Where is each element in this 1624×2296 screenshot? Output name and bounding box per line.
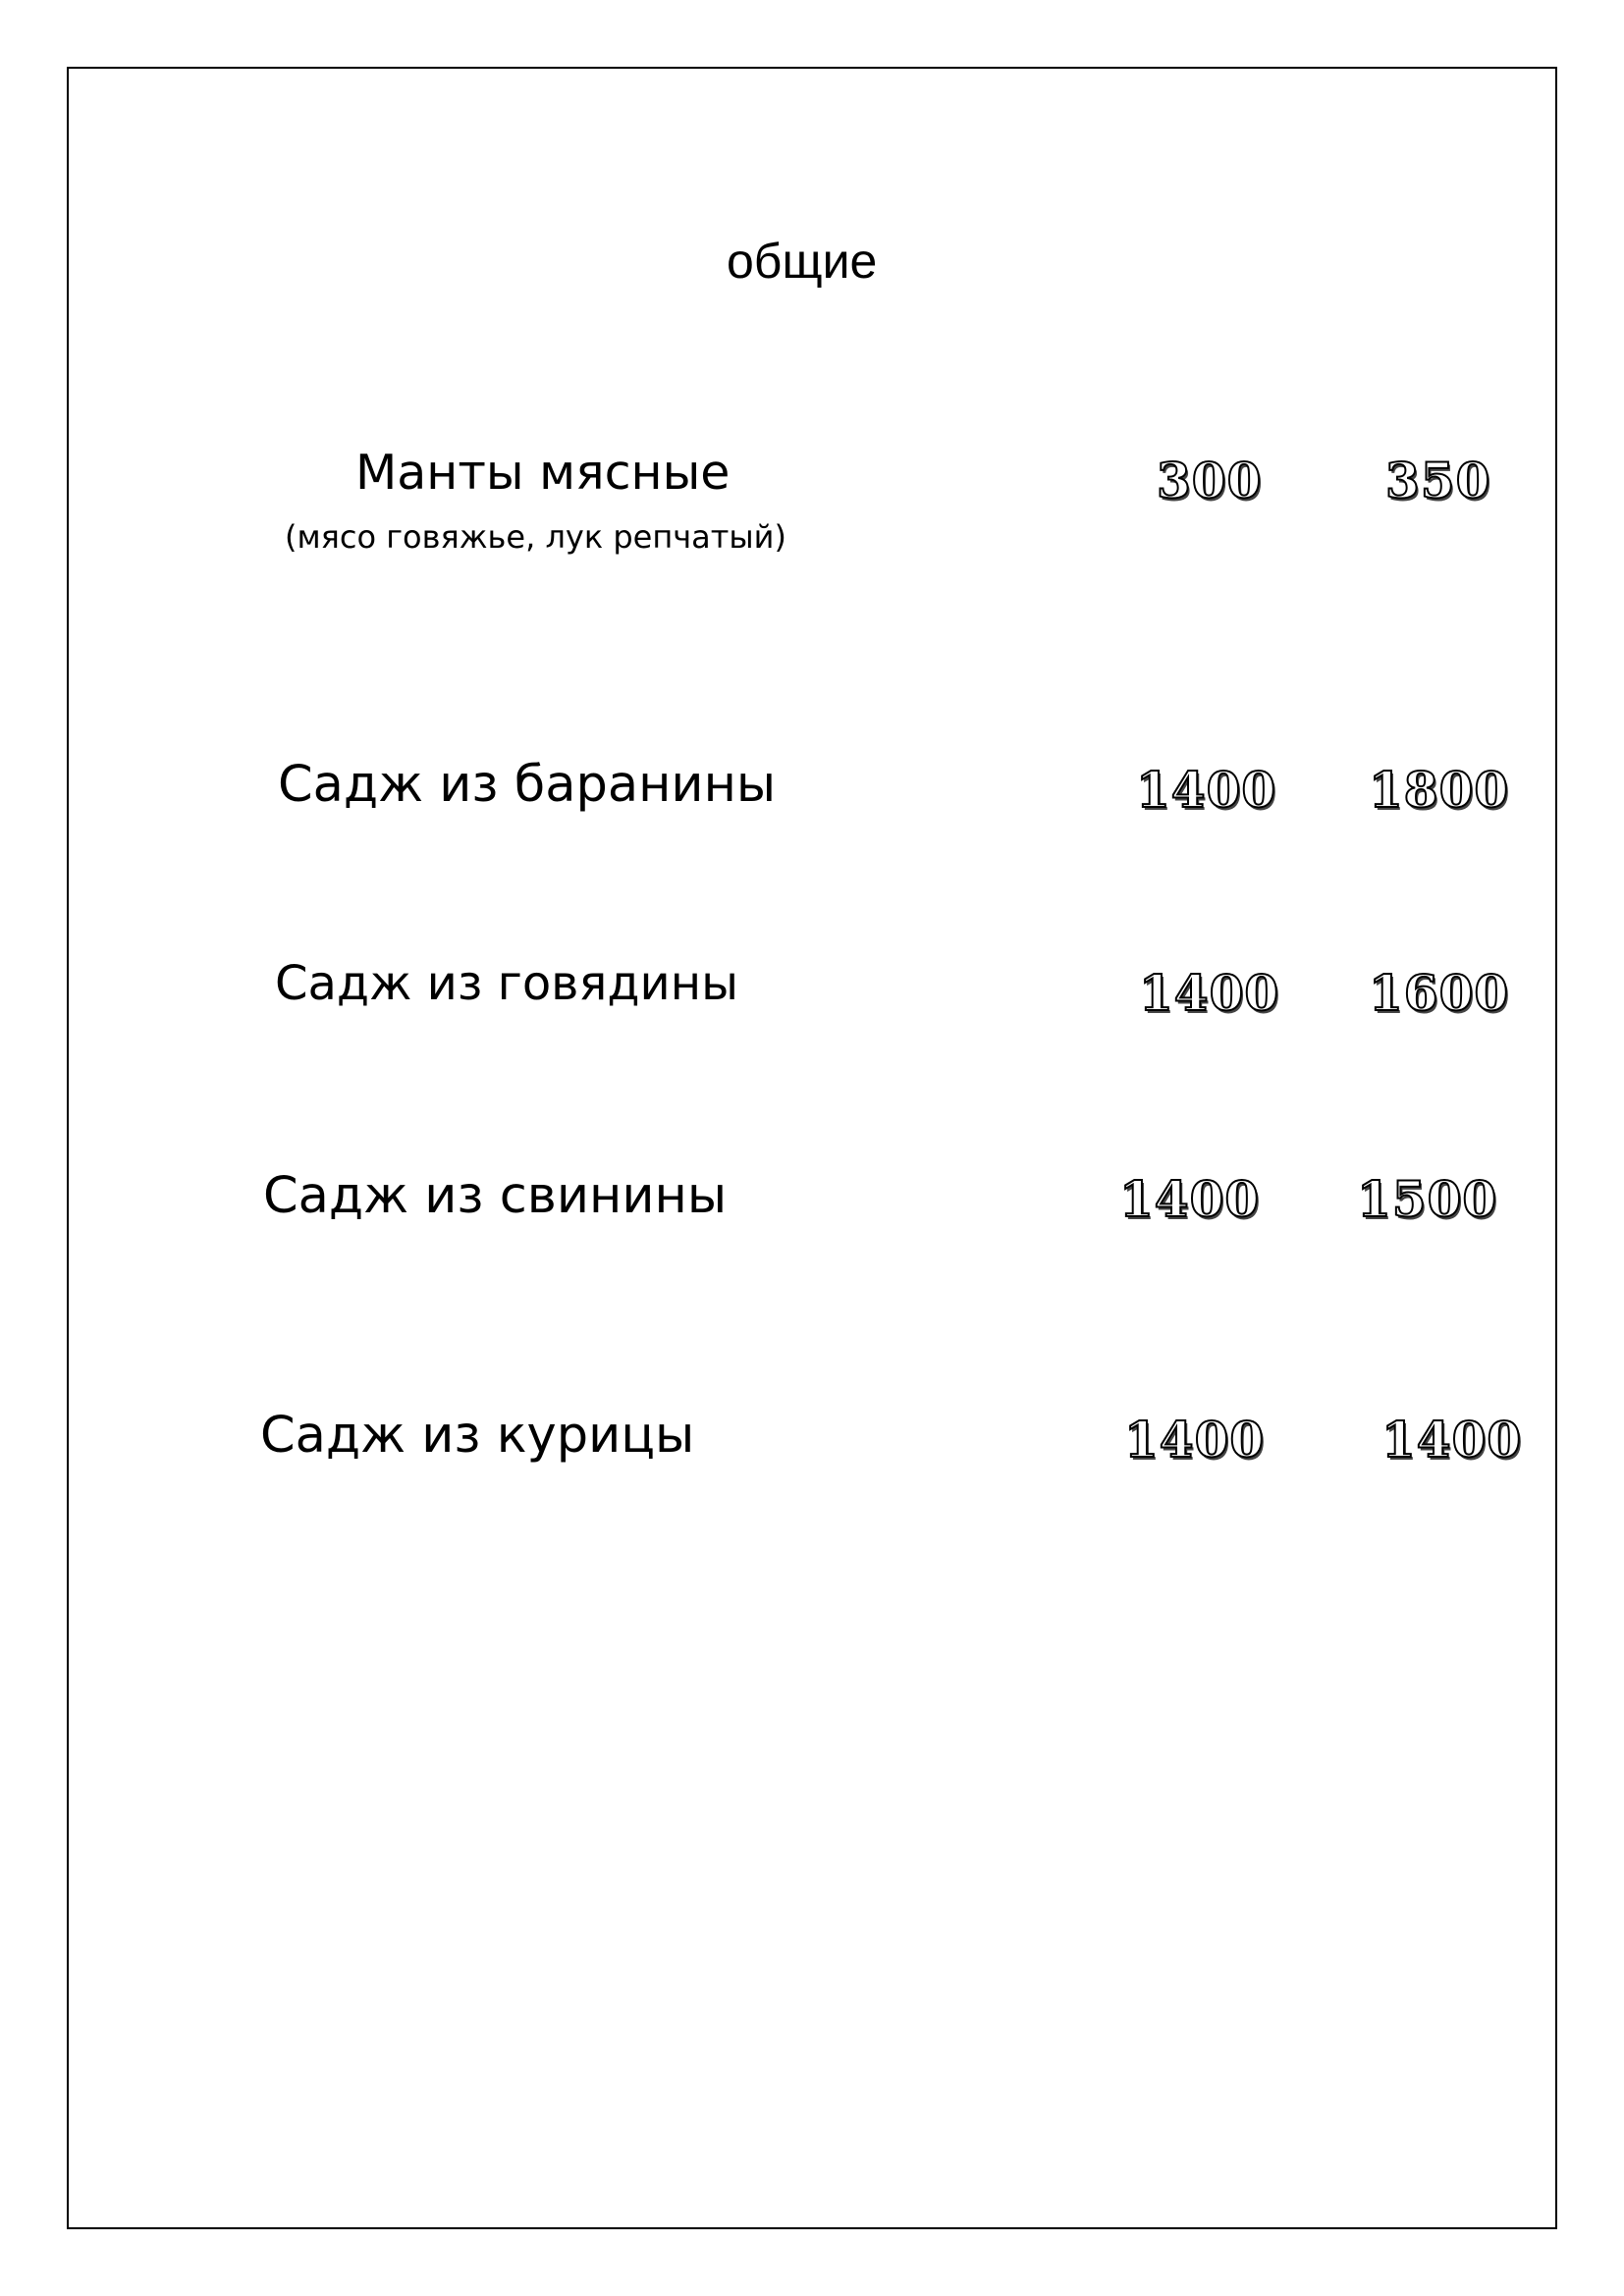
menu-item-price: 1400 bbox=[1139, 964, 1280, 1022]
menu-item-price: 1500 bbox=[1357, 1170, 1498, 1228]
menu-item-name: Садж из свинины bbox=[263, 1167, 728, 1225]
menu-item-price: 1400 bbox=[1136, 761, 1277, 819]
menu-item-price: 1400 bbox=[1119, 1170, 1261, 1228]
menu-item-price: 1400 bbox=[1124, 1411, 1266, 1468]
menu-item-name: Садж из баранины bbox=[278, 756, 777, 814]
menu-heading: общие bbox=[727, 234, 878, 289]
menu-item-price: 1600 bbox=[1369, 964, 1510, 1022]
menu-item-price: 1800 bbox=[1369, 761, 1510, 819]
menu-item-price: 1400 bbox=[1381, 1411, 1523, 1468]
menu-item-name: Манты мясные bbox=[355, 445, 731, 501]
menu-item-name: Садж из курицы bbox=[260, 1407, 695, 1465]
menu-item-price: 350 bbox=[1385, 452, 1491, 509]
menu-item-name: Садж из говядины bbox=[275, 956, 739, 1011]
menu-item-price: 300 bbox=[1157, 452, 1263, 509]
page-border bbox=[67, 67, 1557, 2229]
menu-item-description: (мясо говяжье, лук репчатый) bbox=[285, 518, 786, 556]
